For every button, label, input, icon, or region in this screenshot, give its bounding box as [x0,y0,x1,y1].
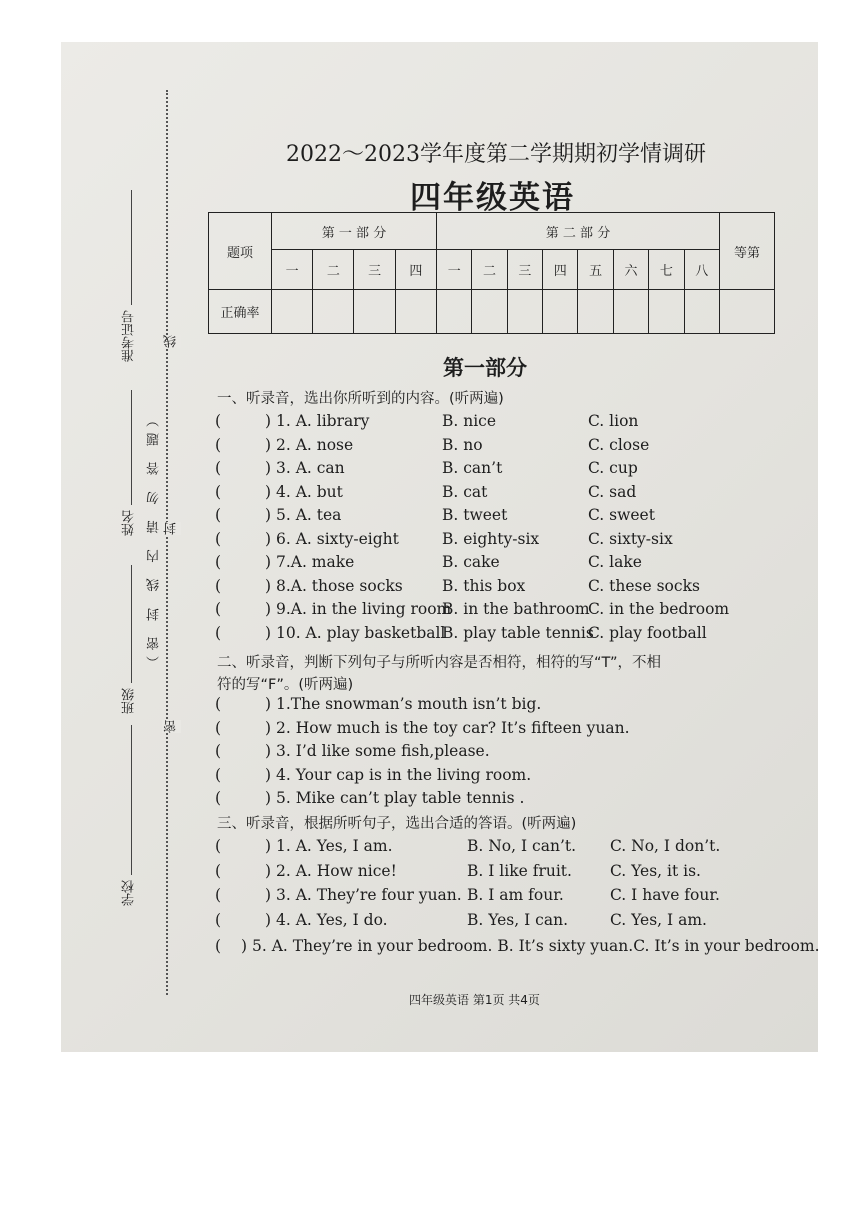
part1-col: 二 [313,250,354,290]
option-c: C. I have four. [610,886,720,904]
score-cell [472,290,507,334]
option-c: C. cup [588,459,638,477]
answer-paren[interactable]: ( [215,576,222,595]
option-b: B. I am four. [467,886,564,904]
answer-paren[interactable]: ( [215,623,222,642]
answer-paren[interactable]: ( [215,765,222,784]
answer-paren[interactable]: ( [215,412,222,430]
option-b: B. can’t [442,459,503,477]
score-cell [395,290,436,334]
option-a: ) 5. A. tea [265,506,342,524]
item-label: 题项 [209,213,272,290]
option-b: B. in the bathroom [442,600,590,618]
option-c: C. lake [588,553,642,571]
part2-col: 七 [649,250,684,290]
answer-paren[interactable]: ( [215,789,222,807]
statement-text: ) 4. Your cap is in the living room. [265,765,532,784]
class-blank [131,565,132,683]
section3-heading: 三、听录音，根据所听句子，选出合适的答语。(听两遍) [217,816,577,832]
name-label: 姓名 [122,510,137,536]
option-b: B. cake [442,553,500,571]
option-b: B. I like fruit. [467,861,572,880]
score-cell [720,290,775,334]
option-b: B. cat [442,482,488,501]
accuracy-label: 正确率 [209,290,272,334]
part2-col: 二 [472,250,507,290]
section2-heading-line2: 符的写“F”。(听两遍) [217,677,354,693]
score-cell [354,290,395,334]
option-b: B. nice [442,412,497,430]
section1-heading: 一、听录音，选出你所听到的内容。(听两遍) [217,391,504,407]
option-c: C. sweet [588,506,655,524]
option-c: C. close [588,435,650,454]
answer-paren[interactable]: ( [215,506,222,524]
grade-label: 等第 [720,213,775,290]
answer-paren[interactable]: ( [215,837,222,855]
part1-title: 第一部分 [443,356,527,380]
score-cell [437,290,472,334]
seal-mark-xian: 线 [164,335,179,348]
part1-col: 四 [395,250,436,290]
part2-col: 一 [437,250,472,290]
option-a: ) 8.A. those socks [265,576,403,595]
option-c: C. play football [588,623,707,642]
option-c: C. No, I don’t. [610,837,721,855]
answer-paren[interactable]: ( [215,886,222,904]
part2-col: 八 [684,250,719,290]
score-table [208,212,775,334]
part2-col: 三 [507,250,542,290]
answer-paren[interactable]: ( [215,600,222,618]
class-label: 班级 [122,688,137,714]
answer-paren[interactable]: ( [215,553,222,571]
seal-notice: （密 封 线 内 请 勿 答 题） [147,408,162,669]
option-a: ) 3. A. can [265,459,345,477]
option-b: B. no [442,435,483,454]
option-a: ) 7.A. make [265,553,355,571]
statement-text: ) 5. Mike can’t play table tennis . [265,789,525,807]
option-c: C. lion [588,412,639,430]
statement-text: ) 2. How much is the toy car? It’s fifteen yuan. [265,718,630,737]
part1-col: 三 [354,250,395,290]
admission-no-label: 准考证号 [122,310,137,362]
school-label: 学校 [122,880,137,906]
question-text: ) 5. A. They’re in your bedroom. B. It’s sixty yuan.C. It’s in your bedroom. [241,937,820,955]
section2-heading-line1: 二、听录音，判断下列句子与所听内容是否相符，相符的写“T”，不相 [217,655,662,671]
score-cell [613,290,648,334]
exam-title: 2022～2023学年度第二学期期初学情调研 [286,142,706,167]
seal-mark-feng: 封 [164,522,179,535]
school-blank [131,725,132,875]
seal-mark-mi: 密 [164,720,179,733]
option-c: C. these socks [588,576,700,595]
option-c: C. Yes, it is. [610,861,701,880]
option-a: ) 1. A. library [265,412,370,430]
option-c: C. Yes, I am. [610,910,707,929]
part2-col: 六 [613,250,648,290]
part2-label: 第 二 部 分 [437,213,720,250]
score-cell [272,290,313,334]
score-cell [649,290,684,334]
part2-col: 五 [578,250,613,290]
part2-col: 四 [543,250,578,290]
option-a: ) 10. A. play basketball [265,623,446,642]
option-b: B. No, I can’t. [467,837,577,855]
option-a: ) 4. A. Yes, I do. [265,910,388,929]
score-cell [507,290,542,334]
seal-line [166,90,168,995]
answer-paren[interactable]: ( [215,937,222,955]
option-b: B. eighty-six [442,529,540,548]
option-a: ) 2. A. How nice! [265,861,397,880]
answer-paren[interactable]: ( [215,718,222,737]
option-a: ) 4. A. but [265,482,343,501]
score-cell [543,290,578,334]
name-blank [131,390,132,505]
answer-paren[interactable]: ( [215,910,222,929]
option-c: C. sad [588,482,637,501]
answer-paren[interactable]: ( [215,482,222,501]
option-b: B. Yes, I can. [467,910,568,929]
part1-label: 第 一 部 分 [272,213,437,250]
answer-paren[interactable]: ( [215,435,222,454]
option-a: ) 6. A. sixty-eight [265,529,399,548]
answer-paren[interactable]: ( [215,695,222,713]
option-a: ) 9.A. in the living room [265,600,452,618]
part1-col: 一 [272,250,313,290]
option-c: C. sixty-six [588,529,673,548]
answer-paren[interactable]: ( [215,529,222,548]
option-c: C. in the bedroom [588,600,730,618]
answer-paren[interactable]: ( [215,742,222,760]
option-b: B. play table tennis [442,623,594,642]
admission-no-blank [131,190,132,305]
score-cell [313,290,354,334]
option-a: ) 3. A. They’re four yuan. [265,886,462,904]
statement-text: ) 1.The snowman’s mouth isn’t big. [265,695,542,713]
binding-margin [100,90,179,995]
statement-text: ) 3. I’d like some fish,please. [265,742,490,760]
option-a: ) 1. A. Yes, I am. [265,837,393,855]
option-b: B. this box [442,576,526,595]
answer-paren[interactable]: ( [215,861,222,880]
answer-paren[interactable]: ( [215,459,222,477]
score-cell [684,290,719,334]
score-cell [578,290,613,334]
page-footer: 四年级英语 第1页 共4页 [409,993,540,1007]
option-a: ) 2. A. nose [265,435,354,454]
option-b: B. tweet [442,506,508,524]
exam-subject: 四年级英语 [410,180,575,216]
